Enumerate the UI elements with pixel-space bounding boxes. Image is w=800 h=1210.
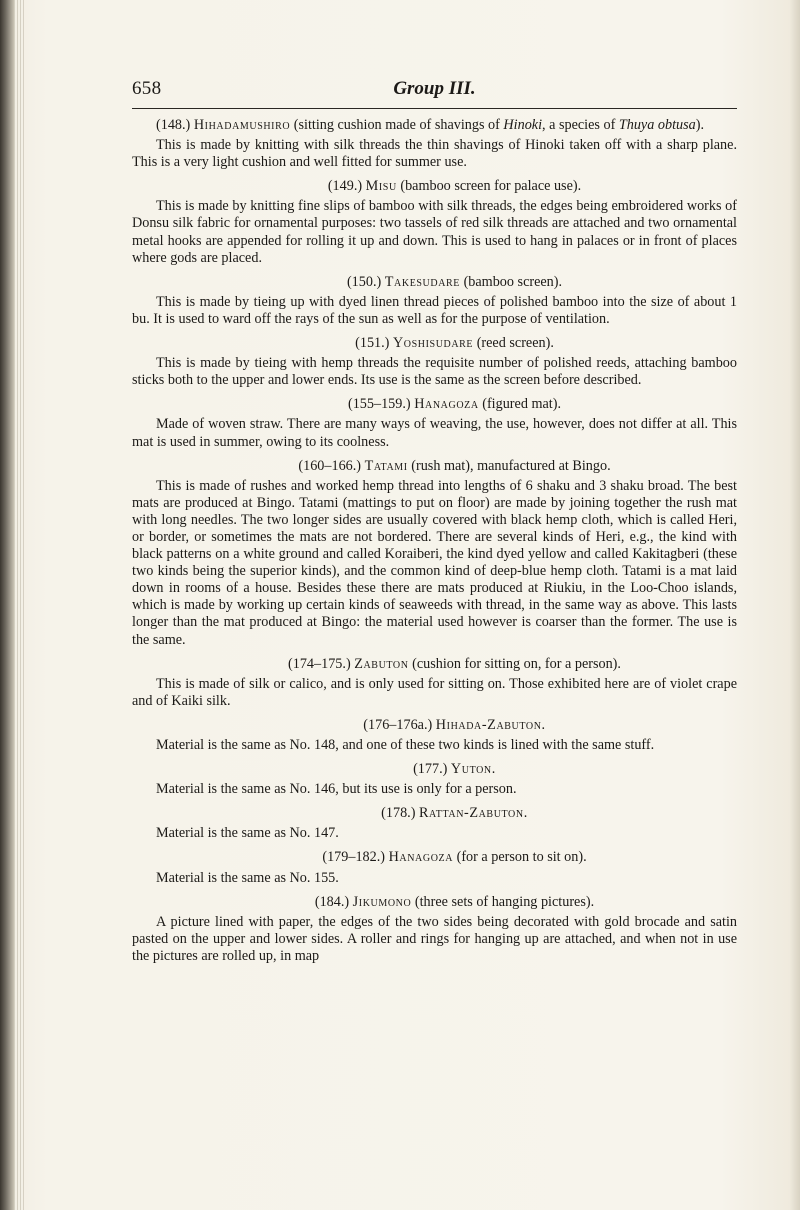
- entry-name: Rattan-Zabuton.: [418, 805, 528, 822]
- entry-name: Misu: [365, 178, 397, 195]
- entry-name: Tatami: [364, 457, 408, 474]
- entry-heading: [132, 458, 737, 475]
- entry-heading: [132, 805, 737, 822]
- entry-heading: [132, 274, 737, 291]
- entry-heading: [132, 849, 737, 866]
- entry-name: Zabuton: [354, 655, 409, 672]
- entry-150: [132, 274, 737, 328]
- entry-body: Made of woven straw. There are many ways of weaving, the use, however, does not differ at all. This mat is used in summer, owing to its coolness.: [132, 416, 737, 450]
- entry-body: This is made by knitting fine slips of bamboo with silk threads, the edges being embroidered works of Donsu silk fabric for ornamental purposes: two tassels of red silk threads are attached and two ornamental metal hooks are appended for rolling it up and down. This is used to hang in palaces or in front of places where gods are placed.: [132, 198, 737, 266]
- entry-desc: (bamboo screen).: [460, 273, 563, 290]
- entry-desc: (sitting cushion made of shavings of: [290, 117, 504, 133]
- page-header: [132, 78, 737, 109]
- entry-number: (177.): [413, 761, 448, 778]
- entry-174-175: [132, 656, 737, 710]
- entry-desc: ).: [695, 117, 704, 133]
- entry-body: A picture lined with paper, the edges of the two sides being decorated with gold brocade and satin pasted on the upper and lower sides. A roller and rings for hanging up are attached, and when not in use the pictures are rolled up, in map: [132, 913, 737, 964]
- entry-number: (155–159.): [347, 396, 411, 413]
- entry-179-182: [132, 849, 737, 886]
- entry-heading: [132, 717, 737, 734]
- entry-desc: (rush mat), manufactured at Bingo.: [407, 457, 611, 474]
- entry-number: (149.): [327, 178, 363, 195]
- entry-149: [132, 178, 737, 266]
- book-spine: [0, 0, 14, 1210]
- entry-desc: (reed screen).: [473, 335, 554, 352]
- page-body: [132, 117, 737, 972]
- entry-160-166: [132, 458, 737, 649]
- entry-heading: [132, 656, 737, 673]
- entry-name: Hanagoza: [414, 396, 479, 413]
- entry-heading: [132, 894, 737, 911]
- entry-number: (178.): [381, 805, 416, 822]
- page-number: 658: [132, 78, 162, 99]
- entry-desc: (cushion for sitting on, for a person).: [408, 655, 621, 672]
- entry-number: (160–166.): [298, 457, 362, 474]
- entry-body: This is made of rushes and worked hemp thread into lengths of 6 shaku and 3 shaku broad. The best mats are produced at Bingo. Tatami (mattings to put on floor) are made by joining together the rush mat with long needles. The two longer sides are usually covered with black hemp cloth, which is called Heri, or border, or sometimes the mats are not bordered. There are several kinds of Heri, e.g., the kind with black patterns on a white ground and called Koraiberi, the kind dyed yellow and called Kakitagberi (these two kinds being the superior kinds), and the common kind of deep-blue hemp cloth. Tatami is a mat laid down in rooms of a house. Besides these there are mats produced at Riukiu, in the Loo-Choo islands, which is made by working up certain kinds of seaweeds with thread, in the same way as above. This lasts longer than the mat produced at Bingo: the material used however is coarser than the former. The use is the same.: [132, 477, 737, 648]
- entry-heading: [132, 761, 737, 778]
- entry-176: [132, 717, 737, 754]
- entry-name: Yoshisudare: [392, 335, 474, 352]
- entry-desc: (bamboo screen for palace use).: [396, 178, 582, 195]
- entry-name: Hihada-Zabuton.: [435, 716, 546, 733]
- entry-148: [132, 117, 737, 171]
- entry-number: (150.): [346, 273, 382, 290]
- entry-body: Material is the same as No. 147.: [156, 825, 339, 842]
- entry-heading: [132, 335, 737, 352]
- entry-body: This is made by knitting with silk threads the thin shavings of Hinoki taken off with a sharp plane. This is a very light cushion and well fitted for summer use.: [132, 137, 737, 171]
- entry-body: This is made of silk or calico, and is only used for sitting on. Those exhibited here are of violet crape and of Kaiki silk.: [132, 675, 737, 709]
- entry-body: This is made by tieing with hemp threads the requisite number of polished reeds, attaching bamboo sticks both to the upper and lower ends. Its use is the same as the screen before described.: [132, 355, 737, 389]
- entry-178: [132, 805, 737, 842]
- entry-name: Hanagoza: [388, 849, 454, 866]
- entry-number: (174–175.): [288, 655, 351, 672]
- entry-name: Jikumono: [352, 893, 412, 910]
- entry-number: (176–176a.): [363, 716, 433, 733]
- entry-184: [132, 894, 737, 965]
- entry-name: Yuton.: [450, 761, 496, 778]
- entry-body: This is made by tieing up with dyed linen thread pieces of polished bamboo into the size of about 1 bu. It is used to ward off the rays of the sun as well as for the purpose of ventilation.: [132, 293, 737, 327]
- entry-heading: [132, 117, 737, 134]
- entry-desc: , a species of: [542, 117, 619, 133]
- page-right-edge: [790, 0, 800, 1210]
- entry-number: (148.): [156, 117, 191, 133]
- entry-177: [132, 761, 737, 798]
- entry-name: Takesudare: [384, 273, 461, 290]
- entry-heading: [132, 396, 737, 413]
- entry-155-159: [132, 396, 737, 450]
- entry-151: [132, 335, 737, 389]
- entry-number: (179–182.): [322, 849, 386, 866]
- entry-desc: (figured mat).: [478, 396, 562, 413]
- page-edges: [14, 0, 24, 1210]
- entry-desc: (for a person to sit on).: [453, 849, 587, 866]
- entry-name: Hihadamushiro: [193, 117, 291, 133]
- entry-body: Material is the same as No. 148, and one of these two kinds is lined with the same stuff.: [156, 737, 655, 753]
- entry-body: Material is the same as No. 146, but its use is only for a person.: [156, 781, 517, 798]
- entry-body: Material is the same as No. 155.: [156, 869, 339, 886]
- entry-heading: [132, 178, 737, 195]
- entry-desc-italic: Hinoki: [503, 117, 543, 133]
- entry-number: (151.): [355, 335, 390, 352]
- entry-number: (184.): [314, 893, 350, 910]
- running-title: Group III.: [393, 78, 476, 99]
- entry-desc: (three sets of hanging pictures).: [411, 893, 595, 910]
- entry-desc-italic: Thuya obtusa: [618, 117, 696, 133]
